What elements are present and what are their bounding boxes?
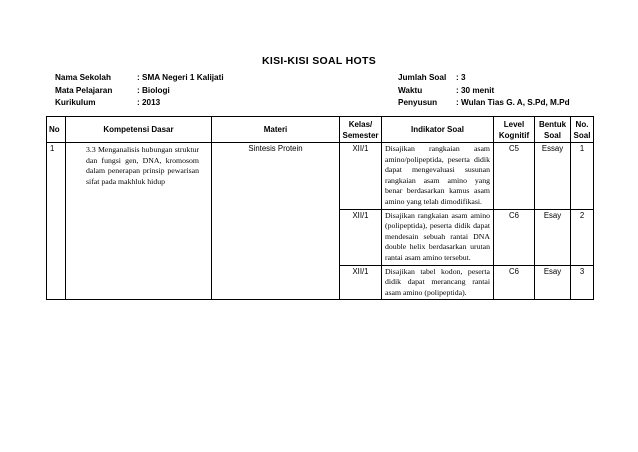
info-value: : Wulan Tias G. A, S.Pd, M.Pd [456,98,570,107]
info-row-curriculum [55,97,224,110]
exam-info [398,72,570,110]
school-info [55,72,224,110]
info-label: Waktu [398,85,423,95]
info-row-school [55,72,224,85]
header-kompetensi-dasar: Kompetensi Dasar [66,117,212,143]
info-value: : 30 menit [456,85,495,95]
cell-no-soal: 3 [571,265,594,300]
header-no-soal: No. Soal [571,117,594,143]
info-row-question-count [398,72,570,85]
info-row-subject [55,85,224,98]
cell-materi: Sintesis Protein [212,143,340,300]
cell-bentuk: Esay [535,209,571,265]
kd-text: 3.3 Menganalisis hubungan struktur dan fungsi gen, DNA, kromosom dalam penerapan prinsip pewarisan sifat pada makhluk hidup [86,145,199,186]
cell-kelas: XII/1 [340,265,382,300]
cell-level: C6 [494,209,535,265]
cell-kompetensi-dasar [66,143,212,300]
header-kelas-semester: Kelas/ Semester [340,117,382,143]
cell-no-soal: 2 [571,209,594,265]
info-label: Mata Pelajaran [55,85,113,95]
info-value: : Biologi [137,85,170,95]
cell-indikator: Disajikan rangkaian asam amino/polipeptida, peserta didik dapat mengevaluasi susunan rangkaian asam amino yang benar berdasarkan kamus asam amino yang telah dimodifikasi. [382,143,494,210]
cell-indikator: Disajikan rangkaian asam amino (polipeptida), peserta didik dapat mendesain sebuah rantai DNA double helix berdasarkan urutan rantai asam amino tersebut. [382,209,494,265]
kisi-kisi-table [46,116,594,300]
cell-level: C5 [494,143,535,210]
cell-level: C6 [494,265,535,300]
info-label: Penyusun [398,98,438,107]
header-indikator-soal: Indikator Soal [382,117,494,143]
header-bentuk-soal: Bentuk Soal [535,117,571,143]
header-no: No [47,117,66,143]
cell-no-soal: 1 [571,143,594,210]
info-value: : 2013 [137,98,161,107]
header-materi: Materi [212,117,340,143]
table-row [47,143,594,210]
cell-bentuk: Essay [535,143,571,210]
document-title: KISI-KISI SOAL HOTS [261,55,377,67]
info-label: Kurikulum [55,98,96,107]
cell-bentuk: Esay [535,265,571,300]
info-label: Nama Sekolah [55,73,111,82]
info-value: : SMA Negeri 1 Kalijati [137,73,224,82]
cell-kelas: XII/1 [340,209,382,265]
info-label: Jumlah Soal [398,73,447,82]
header-level-kognitif: Level Kognitif [494,117,535,143]
info-row-author [398,97,570,110]
cell-indikator: Disajikan tabel kodon, peserta didik dapat merancang rantai asam amino (polipeptida). [382,265,494,300]
info-value: : 3 [456,73,466,82]
info-row-time [398,85,570,98]
cell-kelas: XII/1 [340,143,382,210]
cell-no: 1 [47,143,66,300]
table-header-row [47,117,594,143]
